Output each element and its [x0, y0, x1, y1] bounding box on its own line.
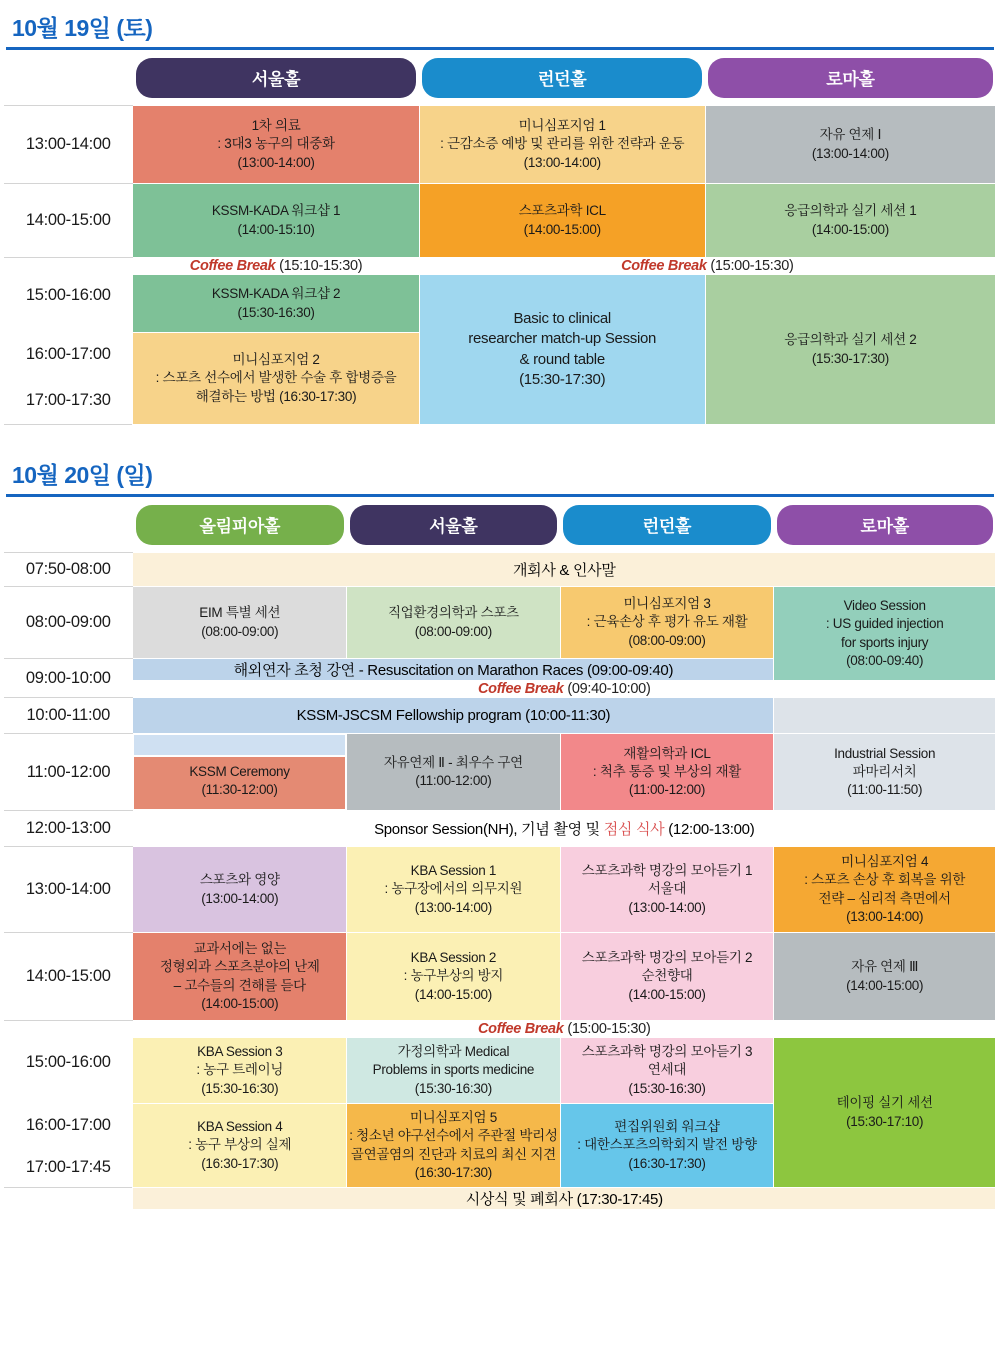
section-gap — [4, 425, 996, 455]
session-line: : 대한스포츠의학회지 발전 방향 — [577, 1137, 757, 1153]
empty-corner — [4, 505, 133, 553]
session-line: 스포츠과학 ICL — [518, 203, 606, 219]
session-line: (11:00-11:50) — [847, 782, 923, 798]
session-block[interactable] — [419, 106, 705, 184]
session-line: (13:00-14:00) — [846, 908, 924, 924]
session-block[interactable] — [560, 1038, 774, 1104]
coffee-break-range: (09:40-10:00) — [567, 681, 651, 697]
day2-row-1400 — [4, 933, 996, 1021]
session-line: (14:00-15:10) — [237, 221, 315, 237]
session-line: (15:30-17:30) — [519, 370, 606, 388]
session-line: : 스포츠 선수에서 발생한 수술 후 합병증을 — [155, 370, 397, 386]
session-line: 자유연제 Ⅱ - 최우수 구연 — [383, 754, 523, 770]
day1-row-1400 — [4, 184, 996, 258]
session-line: (11:00-12:00) — [628, 782, 706, 798]
session-line: 스포츠과학 명강의 모아듣기 1 — [581, 863, 753, 879]
session-line: Basic to clinical — [513, 310, 611, 327]
session-block[interactable] — [774, 933, 996, 1021]
session-line: (08:00-09:00) — [201, 623, 279, 639]
time-label: 15:00-16:00 — [4, 258, 133, 333]
ceremony-spacer — [133, 734, 346, 756]
day1-schedule-table — [4, 58, 996, 425]
session-line: 파마리서치 — [852, 763, 917, 779]
day1-hall-0 — [133, 58, 419, 106]
session-line: 응급의학과 실기 세션 1 — [784, 203, 917, 219]
invited-lecture-block[interactable]: 해외연자 초청 강연 - Resuscitation on Marathon Races (09:00-09:40) — [133, 659, 774, 681]
day2-divider — [6, 494, 994, 497]
day2-row-closing — [4, 1188, 996, 1210]
time-label: 11:00-12:00 — [4, 734, 133, 811]
session-line: : US guided injection — [825, 616, 944, 632]
session-line: 전략 – 심리적 측면에서 — [818, 890, 951, 906]
session-block[interactable] — [133, 933, 347, 1021]
session-block[interactable] — [347, 933, 561, 1021]
session-line: (14:00-15:00) — [628, 986, 706, 1002]
day2-hall-3 — [774, 505, 996, 553]
session-block[interactable] — [133, 587, 347, 659]
empty-corner — [4, 58, 133, 106]
time-label: 15:00-16:00 — [4, 1021, 133, 1104]
session-line: 직업환경의학과 스포츠 — [387, 605, 519, 621]
opening-ceremony-block[interactable]: 개회사 & 인사말 — [133, 553, 996, 587]
time-label: 09:00-10:00 — [4, 659, 133, 698]
session-line: KSSM-KADA 워크샵 2 — [211, 286, 341, 302]
session-line: KBA Session 1 — [410, 863, 497, 879]
session-line: (08:00-09:00) — [628, 632, 706, 648]
day1-hall-1 — [419, 58, 705, 106]
session-block[interactable] — [133, 184, 419, 258]
session-line: for sports injury — [841, 634, 929, 650]
day2-hall-0 — [133, 505, 347, 553]
session-line: : 3대3 농구의 대중화 — [217, 136, 335, 152]
session-line: 재활의학과 ICL — [623, 745, 711, 761]
session-line: (15:30-17:30) — [811, 350, 889, 366]
session-line: 미니심포지엄 1 — [518, 118, 606, 134]
session-line: : 농구 트레이닝 — [196, 1062, 284, 1078]
session-line: Industrial Session — [834, 745, 936, 761]
session-block[interactable] — [347, 1104, 561, 1188]
session-line: & round table — [519, 350, 605, 368]
session-block[interactable] — [705, 106, 995, 184]
session-block[interactable] — [774, 734, 996, 811]
session-line: 자유 연제 Ⅰ — [819, 127, 882, 143]
time-label: 07:50-08:00 — [4, 553, 133, 587]
session-block[interactable] — [560, 1104, 774, 1188]
day2-hall-1 — [347, 505, 561, 553]
session-line: (13:00-14:00) — [628, 899, 706, 915]
day2-row-0800 — [4, 587, 996, 659]
session-block[interactable] — [560, 847, 774, 933]
session-line: 순천향대 — [641, 968, 693, 984]
session-block[interactable] — [419, 184, 705, 258]
session-line: (16:30-17:30) — [628, 1155, 706, 1171]
ceremony-stack — [133, 734, 347, 811]
time-label: 14:00-15:00 — [4, 933, 133, 1021]
day1-row-1300 — [4, 106, 996, 184]
day2-row-1530 — [4, 1038, 996, 1104]
session-line: KBA Session 2 — [410, 950, 497, 966]
day1-break-row — [4, 258, 996, 275]
time-label: 13:00-14:00 — [4, 847, 133, 933]
sponsor-text-pre: Sponsor Session(NH), 기념 촬영 및 — [374, 821, 604, 838]
hall-pill-label: 올림피아홀 — [136, 505, 344, 545]
day2-row-1100 — [4, 734, 996, 811]
empty-slot — [774, 698, 996, 734]
hall-pill-label: 서울홀 — [136, 58, 416, 98]
session-line: 교과서에는 없는 — [193, 941, 287, 957]
hall-pill-label: 로마홀 — [777, 505, 993, 545]
coffee-break-right — [419, 258, 995, 275]
time-label: 10:00-11:00 — [4, 698, 133, 734]
session-line: (13:00-14:00) — [237, 154, 315, 170]
hall-pill-label: 로마홀 — [708, 58, 992, 98]
coffee-break-range: (15:10-15:30) — [279, 258, 363, 274]
session-line: 미니심포지엄 5 — [409, 1110, 497, 1126]
session-line: (16:30-17:30) — [201, 1155, 279, 1171]
session-line: (15:30-16:30) — [414, 1080, 492, 1096]
session-line: (15:30-16:30) — [237, 304, 315, 320]
session-block[interactable] — [419, 275, 705, 425]
session-block[interactable] — [774, 587, 996, 681]
session-line: 정형외과 스포츠분야의 난제 — [159, 959, 320, 975]
session-block[interactable] — [705, 275, 995, 425]
session-line: (08:00-09:00) — [414, 623, 492, 639]
session-line: (15:30-17:10) — [846, 1113, 924, 1129]
session-block[interactable] — [133, 275, 419, 333]
day2-title: 10월 20일 (일) — [12, 462, 153, 488]
session-block[interactable] — [133, 1104, 347, 1188]
session-line: 스포츠과학 명강의 모아듣기 2 — [581, 950, 753, 966]
session-block[interactable] — [560, 734, 774, 811]
session-block[interactable] — [133, 1038, 347, 1104]
session-block[interactable] — [347, 847, 561, 933]
sponsor-session-block[interactable] — [133, 811, 996, 847]
day2-row-1300 — [4, 847, 996, 933]
session-line: (14:00-15:00) — [201, 995, 279, 1011]
time-label: 17:00-17:30 — [4, 377, 133, 425]
session-line: (15:30-16:30) — [628, 1080, 706, 1096]
session-line: (13:00-14:00) — [414, 899, 492, 915]
day2-row-1200 — [4, 811, 996, 847]
session-line: 미니심포지엄 2 — [232, 352, 320, 368]
lunch-text: 점심 식사 — [603, 821, 665, 838]
session-line: : 근감소증 예방 및 관리를 위한 전략과 운동 — [440, 136, 685, 152]
session-line: 미니심포지엄 3 — [623, 596, 711, 612]
session-line: KSSM-KADA 워크샵 1 — [211, 203, 341, 219]
fellowship-program-block[interactable]: KSSM-JSCSM Fellowship program (10:00-11:30) — [133, 698, 774, 734]
session-line: 자유 연제 Ⅲ — [851, 959, 919, 975]
session-line: (14:00-15:00) — [414, 986, 492, 1002]
session-line: : 근육손상 후 평가 유도 재활 — [586, 614, 748, 630]
session-line: (14:00-15:00) — [846, 977, 924, 993]
session-block[interactable] — [347, 587, 561, 659]
session-line: EIM 특별 세션 — [199, 605, 281, 621]
session-line: 1차 의료 — [251, 118, 301, 134]
session-line: : 청소년 야구선수에서 주관절 박리성 — [349, 1128, 558, 1144]
session-block[interactable] — [347, 734, 561, 811]
coffee-break-label: Coffee Break — [477, 681, 564, 697]
coffee-break-0940 — [133, 681, 996, 698]
session-line: 편집위원회 워크샵 — [614, 1119, 720, 1135]
session-line: 스포츠과학 명강의 모아듣기 3 — [581, 1044, 753, 1060]
session-line: KSSM Ceremony — [189, 764, 290, 779]
session-line: : 농구장에서의 의무지원 — [384, 881, 523, 897]
session-line: KBA Session 3 — [197, 1044, 283, 1060]
session-line: (13:00-14:00) — [201, 890, 279, 906]
session-line: 연세대 — [647, 1062, 687, 1078]
time-label: 14:00-15:00 — [4, 184, 133, 258]
session-line: 미니심포지엄 4 — [841, 854, 929, 870]
coffee-break-label: Coffee Break — [477, 1021, 564, 1037]
session-line: 테이핑 실기 세션 — [836, 1095, 933, 1111]
sponsor-text-post: (12:00-13:00) — [664, 821, 755, 838]
coffee-break-left — [133, 258, 419, 275]
session-line: 응급의학과 실기 세션 2 — [784, 332, 917, 348]
time-label: 08:00-09:00 — [4, 587, 133, 659]
session-line: 골연골염의 진단과 치료의 최신 지견 — [350, 1146, 556, 1162]
session-line: (15:30-16:30) — [201, 1080, 279, 1096]
time-label: 16:00-17:00 — [4, 1104, 133, 1148]
session-line: (14:00-15:00) — [811, 221, 889, 237]
session-line: (11:00-12:00) — [415, 773, 492, 788]
day2-hall-2 — [560, 505, 774, 553]
time-label: 12:00-13:00 — [4, 811, 133, 847]
session-line: (11:30-12:00) — [201, 782, 278, 798]
session-line: 서울대 — [647, 881, 687, 897]
session-line: 해결하는 방법 (16:30-17:30) — [195, 388, 357, 404]
hall-pill-label: 런던홀 — [563, 505, 771, 545]
day2-row-break-0940 — [4, 681, 996, 698]
day2-schedule-table — [4, 505, 996, 1210]
coffee-break-range: (15:00-15:30) — [710, 258, 794, 274]
session-line: – 고수들의 견해를 듣다 — [173, 977, 306, 993]
coffee-break-range: (15:00-15:30) — [567, 1021, 651, 1037]
day2-row-0750 — [4, 553, 996, 587]
day1-divider — [6, 47, 994, 50]
day1-hall-2 — [705, 58, 995, 106]
session-block[interactable] — [705, 184, 995, 258]
session-line: researcher match-up Session — [468, 330, 657, 348]
day2-row-break-1500 — [4, 1021, 996, 1038]
coffee-break-1500 — [133, 1021, 996, 1038]
day1-row-1530 — [4, 275, 996, 333]
day2-hall-header-row — [4, 505, 996, 553]
closing-ceremony-block[interactable]: 시상식 및 폐회사 (17:30-17:45) — [133, 1188, 996, 1210]
session-block[interactable] — [774, 1038, 996, 1188]
session-block[interactable] — [560, 587, 774, 659]
time-label: 17:00-17:45 — [4, 1148, 133, 1188]
session-line: : 스포츠 손상 후 회복을 위한 — [804, 872, 966, 888]
session-line: Problems in sports medicine — [372, 1062, 535, 1078]
session-line: : 농구부상의 방지 — [403, 968, 504, 984]
session-line: (13:00-14:00) — [523, 154, 601, 170]
session-block[interactable] — [133, 756, 346, 810]
time-label: 16:00-17:00 — [4, 333, 133, 377]
session-line: (16:30-17:30) — [414, 1164, 492, 1180]
coffee-break-label: Coffee Break — [621, 258, 707, 274]
hall-pill-label: 런던홀 — [422, 58, 702, 98]
session-block[interactable] — [347, 1038, 561, 1104]
session-block[interactable] — [133, 847, 347, 933]
session-block[interactable] — [560, 933, 774, 1021]
session-block[interactable] — [133, 106, 419, 184]
day2-row-1000 — [4, 698, 996, 734]
session-line: (14:00-15:00) — [523, 221, 601, 237]
session-line: (13:00-14:00) — [811, 145, 889, 161]
session-line: 스포츠와 영양 — [199, 872, 280, 888]
session-line: 가정의학과 Medical — [397, 1044, 510, 1060]
session-line: (08:00-09:40) — [846, 652, 924, 668]
session-line: Video Session — [843, 598, 926, 614]
day1-hall-header-row — [4, 58, 996, 106]
session-block[interactable] — [774, 847, 996, 933]
session-line: : 척추 통증 및 부상의 재활 — [592, 763, 742, 779]
day1-title: 10월 19일 (토) — [12, 15, 153, 41]
session-block[interactable] — [133, 333, 419, 425]
time-label: 13:00-14:00 — [4, 106, 133, 184]
session-line: KBA Session 4 — [197, 1119, 283, 1135]
hall-pill-label: 서울홀 — [350, 505, 558, 545]
coffee-break-label: Coffee Break — [189, 258, 276, 274]
empty-corner — [4, 1188, 133, 1210]
session-line: : 농구 부상의 실제 — [188, 1137, 292, 1153]
